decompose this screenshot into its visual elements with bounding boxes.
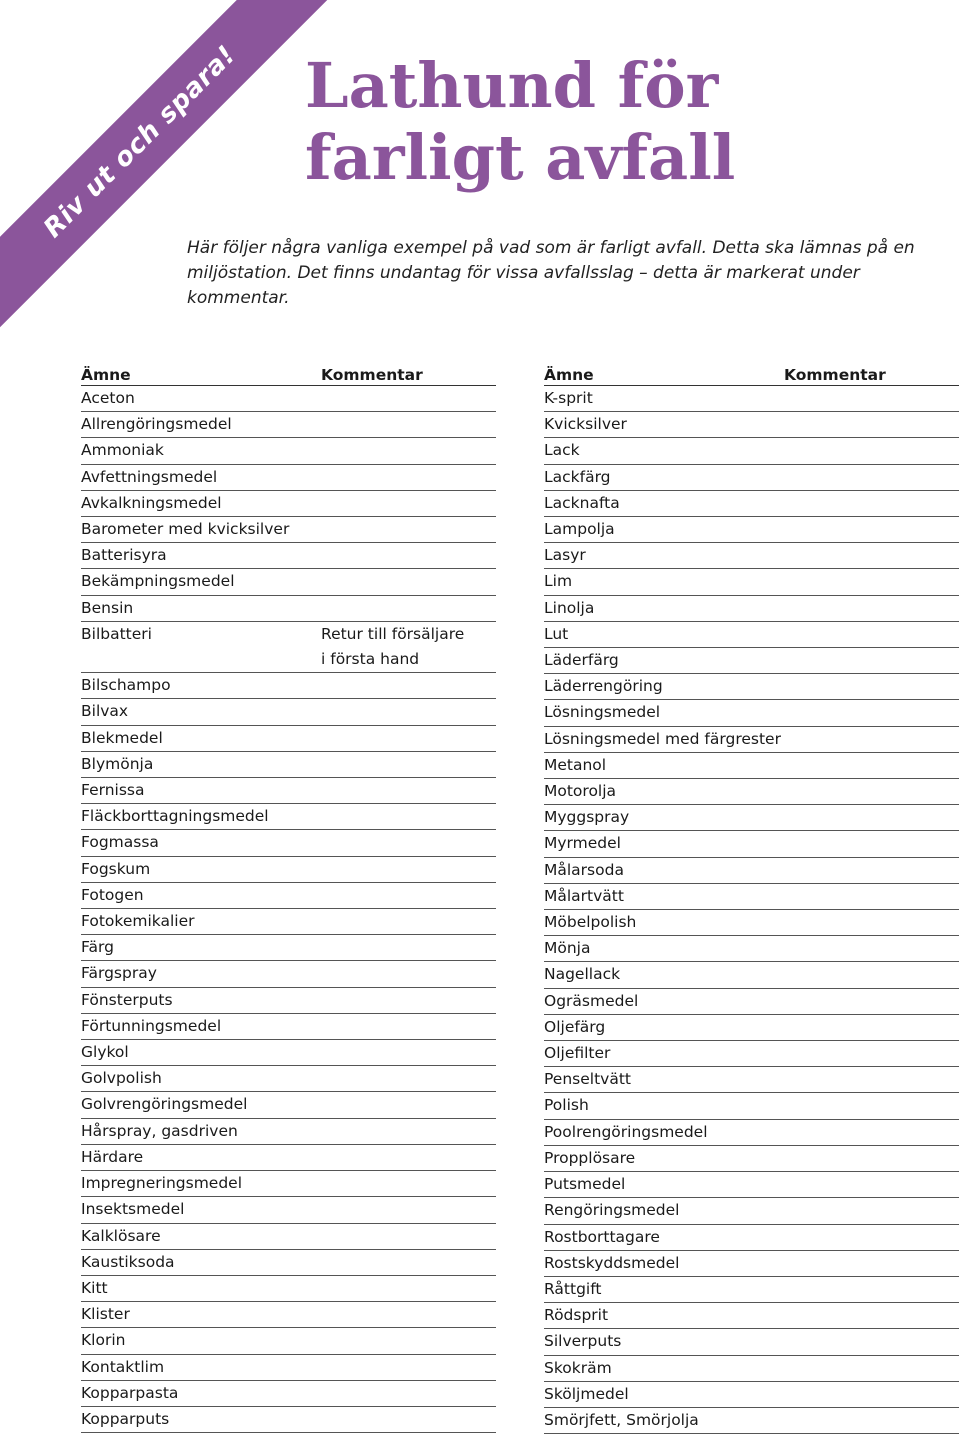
row-subject: Fläckborttagningsmedel [81,807,269,826]
table-row [544,962,959,988]
table-row [81,1092,496,1118]
row-subject: Kvicksilver [544,415,627,434]
table-row [544,1277,959,1303]
row-subject: Kopparpasta [81,1383,179,1402]
row-subject: Bilbatteri [81,624,152,643]
row-subject: Penseltvätt [544,1070,631,1089]
row-subject: Läderfärg [544,651,619,670]
table-row [544,386,959,412]
row-subject: Oljefärg [544,1017,606,1036]
table-row [544,1198,959,1224]
row-subject: Kitt [81,1278,108,1297]
row-subject: Lim [544,572,573,591]
row-subject: Målartvätt [544,886,624,905]
row-subject: Rostborttagare [544,1227,660,1246]
row-subject: Bilschampo [81,676,171,695]
row-comment: Retur till försäljare i första hand [321,624,465,669]
row-subject: Ammoniak [81,441,164,460]
header-comment: Kommentar [321,366,423,384]
row-subject: Lösningsmedel [544,703,661,722]
table-row [81,1250,496,1276]
table-row [81,778,496,804]
table-row [544,727,959,753]
table-header [544,360,959,386]
row-subject: Mönja [544,939,591,958]
table-row [81,1066,496,1092]
row-subject: Rengöringsmedel [544,1201,680,1220]
row-subject: Råttgift [544,1279,602,1298]
table-row [544,700,959,726]
row-subject: Golvrengöringsmedel [81,1095,248,1114]
table-row [81,1197,496,1223]
row-subject: Fotogen [81,885,144,904]
row-subject: Metanol [544,755,607,774]
row-subject: Lut [544,624,569,643]
row-subject: Linolja [544,598,595,617]
row-subject: Motorolja [544,782,617,801]
table-row [544,858,959,884]
row-subject: Kalklösare [81,1226,161,1245]
table-row [81,1119,496,1145]
table-row [81,988,496,1014]
table-row [81,438,496,464]
row-subject: Färg [81,938,114,957]
table-row [81,935,496,961]
row-subject: K-sprit [544,389,593,407]
title-line-1: Lathund för [305,49,719,122]
table-row [81,1381,496,1407]
table-row [81,596,496,622]
table-row [544,596,959,622]
row-subject: Fönsterputs [81,990,173,1009]
table-row [544,779,959,805]
row-subject: Bekämpningsmedel [81,572,235,591]
table-row [544,1093,959,1119]
table-row [544,831,959,857]
row-subject: Klorin [81,1331,126,1350]
table-row [544,1303,959,1329]
row-subject: Golvpolish [81,1069,162,1088]
table-row [544,622,959,648]
row-subject: Smörjfett, Smörjolja [544,1410,699,1429]
table-row [81,1302,496,1328]
row-subject: Möbelpolish [544,913,637,932]
row-subject: Förtunningsmedel [81,1016,222,1035]
table-row [81,857,496,883]
table-row [81,961,496,987]
table-row [81,752,496,778]
table-row [81,1276,496,1302]
row-subject: Klister [81,1305,130,1324]
row-subject: Avkalkningsmedel [81,493,222,512]
table-row [81,1224,496,1250]
header-comment: Kommentar [784,366,886,384]
row-subject: Myggspray [544,808,630,827]
row-subject: Rostskyddsmedel [544,1253,680,1272]
table-row [81,412,496,438]
table-row [81,1171,496,1197]
table-row [544,569,959,595]
table-row [81,386,496,412]
left-rows [81,386,496,1433]
row-subject: Kaustiksoda [81,1252,175,1271]
table-row [544,648,959,674]
left-table [81,360,496,1433]
row-subject: Kontaktlim [81,1357,165,1376]
page-title [305,50,735,194]
row-subject: Propplösare [544,1148,636,1167]
table-row [544,412,959,438]
table-row [544,438,959,464]
row-subject: Lampolja [544,520,615,539]
table-row [544,1067,959,1093]
row-subject: Fotokemikalier [81,912,195,931]
row-subject: Impregneringsmedel [81,1174,243,1193]
table-row [544,1251,959,1277]
row-subject: Ogräsmedel [544,991,639,1010]
intro-text: Här följer några vanliga exempel på vad som är farligt avfall. Detta ska lämnas på en miljöstation. Det finns undantag för vissa avfallsslag – detta är markerat under kommentar. [187,238,915,308]
table-row [81,1355,496,1381]
table-row [544,543,959,569]
row-subject: Insektsmedel [81,1200,185,1219]
table-row [81,883,496,909]
row-subject: Skokräm [544,1358,612,1377]
table-row [544,1329,959,1355]
row-subject: Nagellack [544,965,621,984]
row-subject: Bilvax [81,702,129,721]
banner-text: Riv ut och spara! [38,40,242,244]
row-subject: Poolrengöringsmedel [544,1122,708,1141]
row-subject: Blymönja [81,754,154,773]
table-row [81,1040,496,1066]
header-subject: Ämne [544,366,594,384]
row-subject: Läderrengöring [544,677,663,696]
table-row [544,1225,959,1251]
row-subject: Lackfärg [544,467,611,486]
table-row [544,1382,959,1408]
row-subject: Härdare [81,1147,144,1166]
table-row [81,1145,496,1171]
table-row [544,674,959,700]
row-subject: Fernissa [81,781,145,800]
table-row [81,699,496,725]
row-subject: Lack [544,441,580,460]
title-line-2: farligt avfall [305,121,736,194]
row-subject: Lasyr [544,546,586,565]
table-row [81,622,496,673]
header-subject: Ämne [81,366,131,384]
table-row [81,909,496,935]
table-row [544,1015,959,1041]
table-row [544,884,959,910]
row-subject: Fogskum [81,859,151,878]
table-row [81,830,496,856]
row-subject: Glykol [81,1043,129,1062]
row-subject: Putsmedel [544,1175,626,1194]
row-subject: Avfettningsmedel [81,467,218,486]
right-rows [544,386,959,1434]
row-subject: Batterisyra [81,546,167,565]
table-row [81,1014,496,1040]
row-subject: Barometer med kvicksilver [81,520,290,539]
table-row [544,753,959,779]
table-row [81,726,496,752]
table-header [81,360,496,386]
table-row [81,517,496,543]
table-row [81,543,496,569]
row-subject: Bensin [81,598,134,617]
table-row [544,910,959,936]
table-row [544,1120,959,1146]
row-subject: Sköljmedel [544,1384,629,1403]
table-row [544,1146,959,1172]
table-row [81,569,496,595]
row-subject: Myrmedel [544,834,621,853]
row-subject: Rödsprit [544,1306,609,1325]
table-row [544,805,959,831]
row-subject: Allrengöringsmedel [81,415,232,434]
table-row [544,989,959,1015]
row-subject: Lacknafta [544,493,620,512]
table-row [81,1407,496,1433]
table-row [544,936,959,962]
table-row [544,1356,959,1382]
table-row [81,465,496,491]
row-subject: Blekmedel [81,728,163,747]
row-subject: Färgspray [81,964,157,983]
row-subject: Aceton [81,389,135,407]
table-row [544,1041,959,1067]
table-row [544,1172,959,1198]
table-row [81,491,496,517]
table-row [544,517,959,543]
row-subject: Kopparputs [81,1409,170,1428]
table-row [81,673,496,699]
row-subject: Lösningsmedel med färgrester [544,729,781,748]
right-table [544,360,959,1434]
table-row [544,465,959,491]
table-row [544,1408,959,1434]
row-subject: Målarsoda [544,860,624,879]
row-subject: Hårspray, gasdriven [81,1121,238,1140]
row-subject: Oljefilter [544,1044,611,1063]
row-subject: Silverputs [544,1332,622,1351]
table-row [81,804,496,830]
table-row [81,1328,496,1354]
table-row [544,491,959,517]
row-subject: Polish [544,1096,589,1115]
row-subject: Fogmassa [81,833,159,852]
